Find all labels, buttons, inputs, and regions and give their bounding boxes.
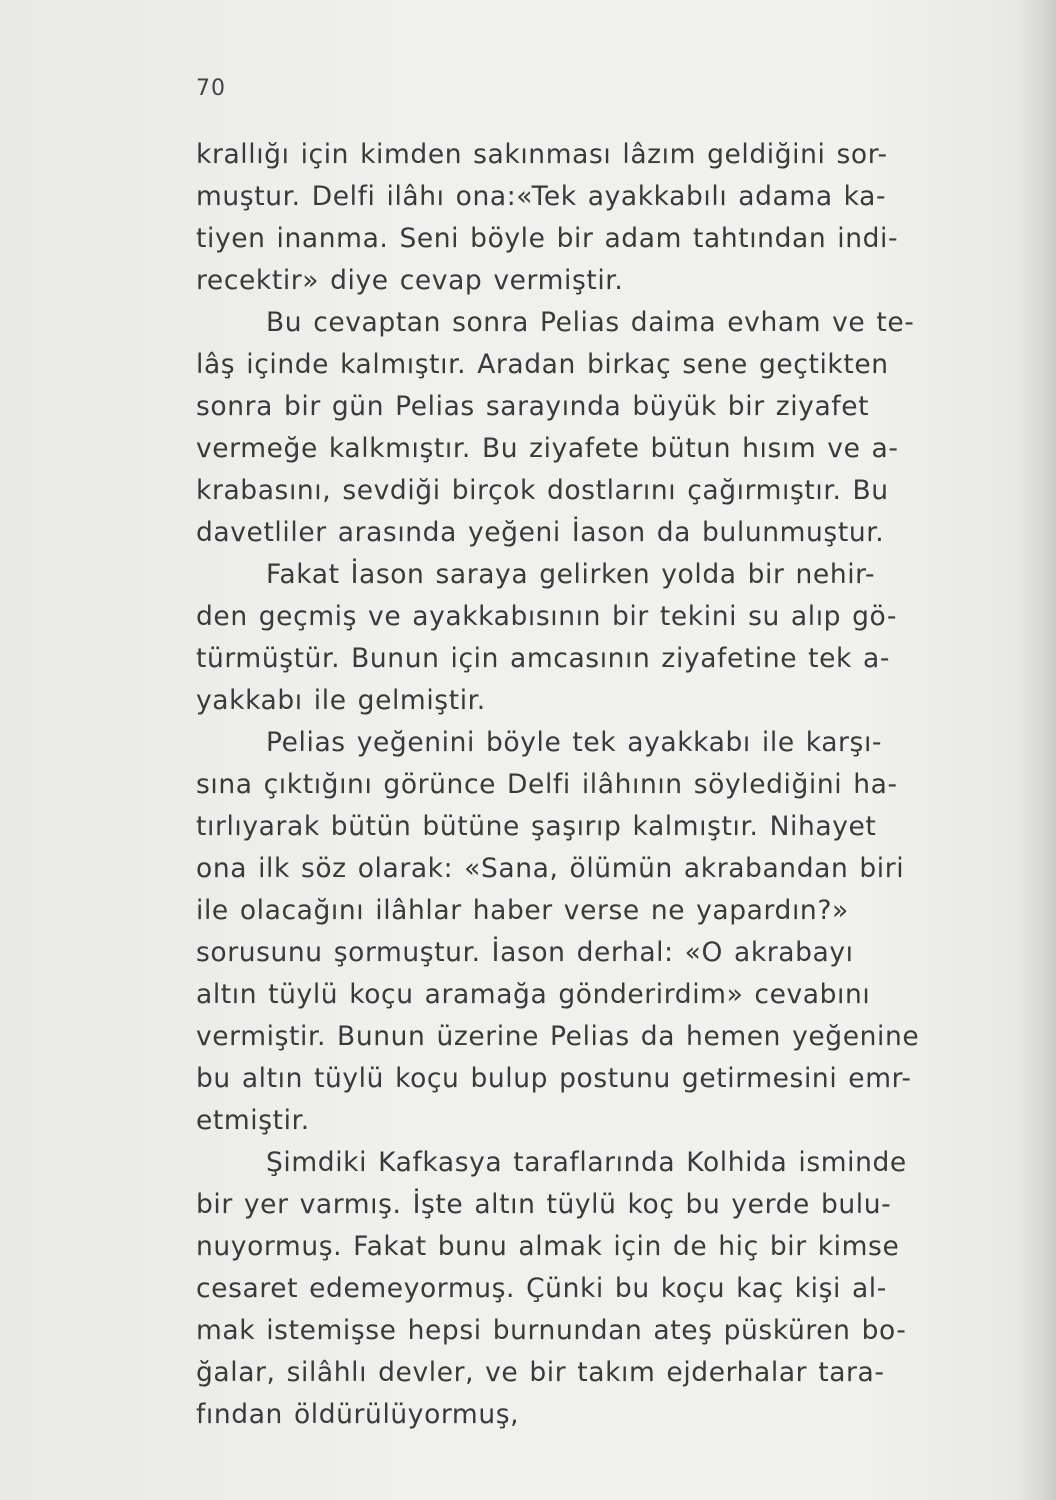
text-line: lâş içinde kalmıştır. Aradan birkaç sene geçtikten	[196, 349, 889, 380]
text-line: mak istemişse hepsi burnundan ateş püsküren bo-	[196, 1315, 907, 1346]
text-line: sorusunu şormuştur. İason derhal: «O akrabayı	[196, 937, 854, 968]
text-line: sına çıktığını görünce Delfi ilâhının söylediğini ha-	[196, 769, 898, 800]
page-number: 70	[196, 76, 226, 101]
text-line: muştur. Delfi ilâhı ona:«Tek ayakkabılı adama ka-	[196, 181, 887, 212]
text-line: vermiştir. Bunun üzerine Pelias da hemen yeğenine	[196, 1021, 920, 1052]
text-line: tiyen inanma. Seni böyle bir adam tahtından indi-	[196, 223, 899, 254]
text-line: Pelias yeğenini böyle tek ayakkabı ile karşı-	[266, 727, 883, 758]
text-line: bir yer varmış. İşte altın tüylü koç bu yerde bulu-	[196, 1189, 892, 1220]
body-text	[196, 134, 1026, 1436]
text-line: Bu cevaptan sonra Pelias daima evham ve te-	[266, 307, 915, 338]
page-spine-shadow	[1016, 0, 1056, 1500]
text-line: ile olacağını ilâhlar haber verse ne yapardın?»	[196, 895, 849, 926]
text-line: krallığı için kimden sakınması lâzım geldiğini sor-	[196, 139, 888, 170]
text-line: nuyormuş. Fakat bunu almak için de hiç bir kimse	[196, 1231, 900, 1262]
text-line: cesaret edemeyormuş. Çünki bu koçu kaç kişi al-	[196, 1273, 887, 1304]
text-line: krabasını, sevdiği birçok dostlarını çağırmıştır. Bu	[196, 475, 889, 506]
text-line: Fakat İason saraya gelirken yolda bir nehir-	[266, 559, 876, 590]
text-line: ğalar, silâhlı devler, ve bir takım ejderhalar tara-	[196, 1357, 885, 1388]
text-line: altın tüylü koçu aramağa gönderirdim» cevabını	[196, 979, 871, 1010]
text-line: yakkabı ile gelmiştir.	[196, 685, 486, 716]
text-line: sonra bir gün Pelias sarayında büyük bir ziyafet	[196, 391, 870, 422]
text-line: davetliler arasında yeğeni İason da bulunmuştur.	[196, 517, 885, 548]
text-line: vermeğe kalkmıştır. Bu ziyafete bütun hısım ve a-	[196, 433, 899, 464]
text-line: recektir» diye cevap vermiştir.	[196, 265, 624, 296]
text-line: etmiştir.	[196, 1105, 310, 1136]
text-line: bu altın tüylü koçu bulup postunu getirmesini emr-	[196, 1063, 912, 1094]
text-line: den geçmiş ve ayakkabısının bir tekini su alıp gö-	[196, 601, 898, 632]
text-line: ona ilk söz olarak: «Sana, ölümün akrabandan biri	[196, 853, 905, 884]
text-line: türmüştür. Bunun için amcasının ziyafetine tek a-	[196, 643, 891, 674]
text-line: fından öldürülüyormuş,	[196, 1399, 520, 1430]
text-line: tırlıyarak bütün bütüne şaşırıp kalmıştır. Nihayet	[196, 811, 877, 842]
text-line: Şimdiki Kafkasya taraflarında Kolhida isminde	[266, 1147, 907, 1178]
